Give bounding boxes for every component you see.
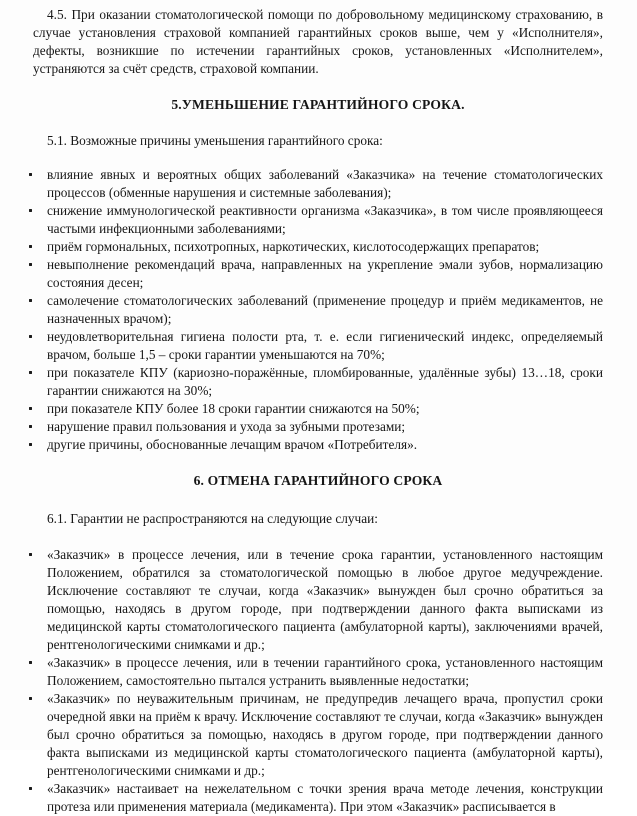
- bullet-icon: [29, 407, 32, 410]
- list-item-text: невыполнение рекомендаций врача, направленных на укрепление эмали зубов, нормализацию состояния десен;: [47, 257, 603, 290]
- bullet-icon: [29, 443, 32, 446]
- bullet-icon: [29, 263, 32, 266]
- list-item-text: приём гормональных, психотропных, наркотических, кислотосодержащих препаратов;: [47, 239, 540, 254]
- spacer: [33, 78, 603, 96]
- bullet-icon: [29, 697, 32, 700]
- list-item: [33, 436, 603, 454]
- list-item: [33, 256, 603, 292]
- list-item-text: «Заказчик» в процессе лечения, или в течение срока гарантии, установленного настоящим Положением, обратился за стоматологической помощью в любое другое медучреждение. Исключение составляют те случаи, когда «Заказчик» вынужден был срочно обратиться за помощью, находясь в другом городе, при подтверждении данного факта выписками из медицинской карты стоматологического пациента (амбулаторной карты), заключениями врачей, рентгенологическими снимками и др.;: [47, 547, 603, 652]
- heading-section-5: 5.УМЕНЬШЕНИЕ ГАРАНТИЙНОГО СРОКА.: [171, 97, 465, 112]
- spacer: [33, 528, 603, 546]
- list-item-text: другие причины, обоснованные лечащим врачом «Потребителя».: [47, 437, 418, 452]
- list-item-text: самолечение стоматологических заболеваний (применение процедур и приём медикаментов, не назначенных врачом);: [47, 293, 603, 326]
- bullet-icon: [29, 425, 32, 428]
- list-item: [33, 292, 603, 328]
- list-item-text: «Заказчик» в процессе лечения, или в течении гарантийного срока, установленного настоящим Положением, самостоятельно пытался устранить выявленные недостатки;: [47, 655, 603, 688]
- list-item: [33, 690, 603, 780]
- bullet-icon: [29, 661, 32, 664]
- list-item: [33, 364, 603, 400]
- list-item-text: «Заказчик» по неуважительным причинам, не предупредив лечащего врача, пропустил сроки очередной явки на приём к врачу. Исключение составляют те случаи, когда «Заказчик» вынужден был срочно обратиться за помощью, находясь в другом городе, при подтверждении данного факта выписками из медицинской карты стоматологического пациента (амбулаторной карты), рентгенологическими снимками и др.;: [47, 691, 603, 778]
- bullet-icon: [29, 553, 32, 556]
- list-item-text: влияние явных и вероятных общих заболеваний «Заказчика» на течение стоматологических процессов (обменные нарушения и системные заболевания);: [47, 167, 603, 200]
- bullet-icon: [29, 209, 32, 212]
- list-item: [33, 166, 603, 202]
- bullet-icon: [29, 335, 32, 338]
- list-section-5-1: [33, 166, 603, 454]
- spacer: [33, 114, 603, 132]
- list-item: [33, 238, 603, 256]
- spacer: [33, 490, 603, 510]
- spacer: [33, 454, 603, 472]
- bullet-icon: [29, 787, 32, 790]
- bullet-icon: [29, 371, 32, 374]
- list-item-text: нарушение правил пользования и ухода за зубными протезами;: [47, 419, 406, 434]
- paragraph-4-5: 4.5. При оказании стоматологической помощи по добровольному медицинскому страхованию, в случае установления страховой компанией гарантийных сроков выше, чем у «Исполнителя», дефекты, возникшие по истечении гарантийных сроков, установленных «Исполнителем», устраняются за счёт средств, страховой компании.: [33, 7, 603, 76]
- heading-section-6: 6. ОТМЕНА ГАРАНТИЙНОГО СРОКА: [193, 473, 443, 488]
- page-bottom-edge: [0, 748, 637, 750]
- list-item: [33, 654, 603, 690]
- list-item-text: снижение иммунологической реактивности организма «Заказчика», в том числе проявляющееся частыми инфекционными заболеваниями;: [47, 203, 603, 236]
- page-content: [33, 6, 603, 816]
- spacer: [33, 150, 603, 166]
- list-item-text: при показателе КПУ более 18 сроки гарантии снижаются на 50%;: [47, 401, 420, 416]
- list-item: [33, 400, 603, 418]
- paragraph-6-1: 6.1. Гарантии не распространяются на следующие случаи:: [47, 511, 378, 526]
- list-item-text: при показателе КПУ (кариозно-поражённые, пломбированные, удалённые зубы) 13…18, сроки гарантии снижаются на 30%;: [47, 365, 603, 398]
- list-item: [33, 418, 603, 436]
- list-item: [33, 202, 603, 238]
- bullet-icon: [29, 173, 32, 176]
- paragraph-5-1: 5.1. Возможные причины уменьшения гарантийного срока:: [47, 133, 383, 148]
- list-item: [33, 780, 603, 816]
- list-item: [33, 328, 603, 364]
- list-item-text: «Заказчик» настаивает на нежелательном с точки зрения врача методе лечения, конструкции протеза или применения материала (медикамента). При этом «Заказчик» расписывается в: [47, 781, 603, 814]
- list-section-6-1: [33, 546, 603, 816]
- bullet-icon: [29, 299, 32, 302]
- bullet-icon: [29, 245, 32, 248]
- list-item-text: неудовлетворительная гигиена полости рта, т. е. если гигиенический индекс, определяемый врачом, больше 1,5 – сроки гарантии уменьшаются на 70%;: [47, 329, 603, 362]
- list-item: [33, 546, 603, 654]
